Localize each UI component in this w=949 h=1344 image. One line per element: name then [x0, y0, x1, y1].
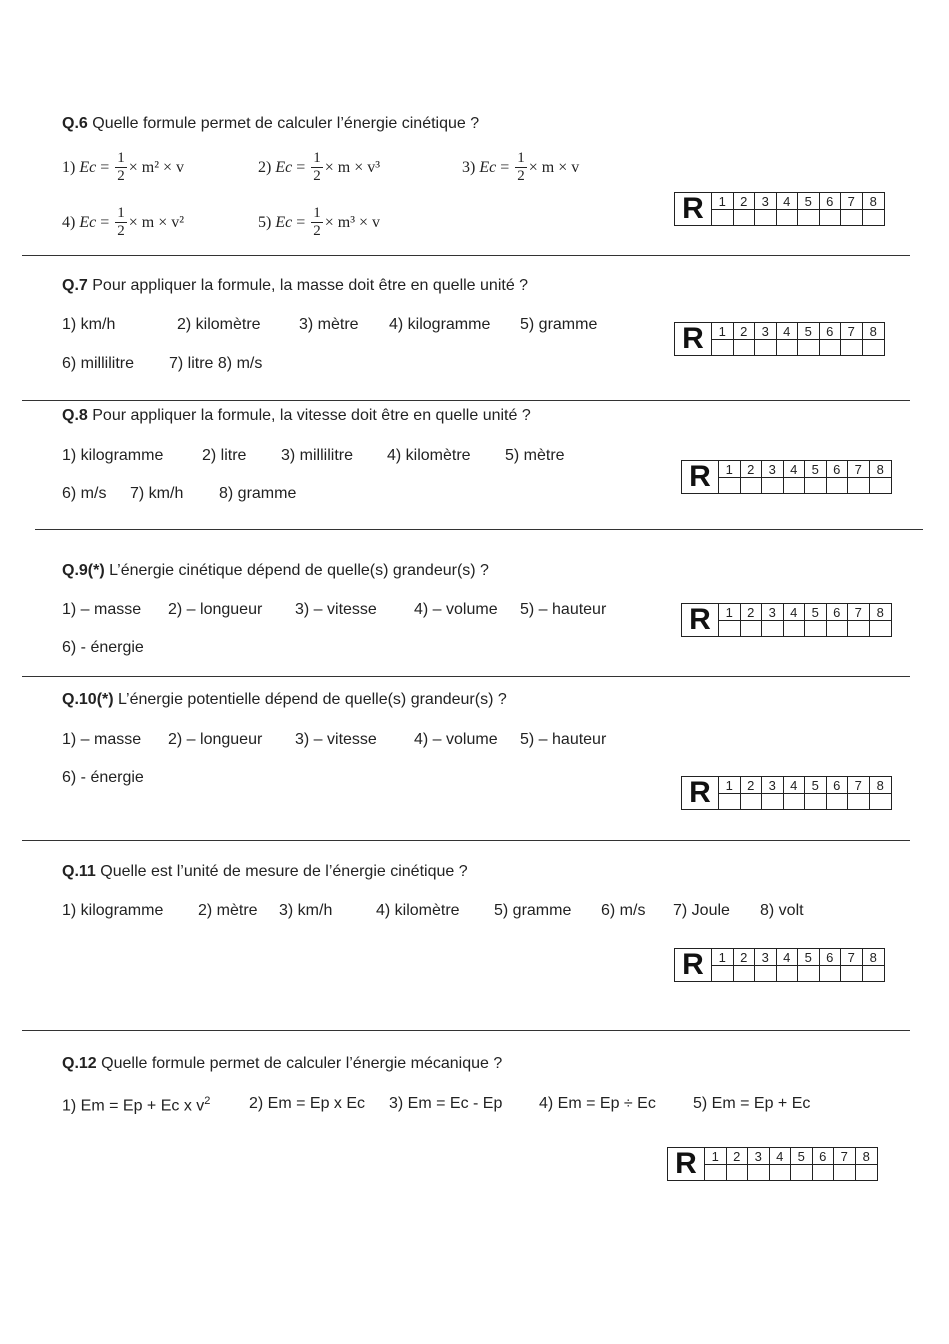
answer-letter: R: [689, 460, 711, 493]
fraction-numerator: 1: [517, 150, 525, 166]
answer-cell[interactable]: [784, 478, 806, 493]
answer-column-label: 3: [755, 323, 777, 340]
answer-column-label: 5: [805, 777, 827, 794]
q12-option-1: [62, 1095, 210, 1115]
answer-cell[interactable]: [813, 1165, 835, 1180]
answer-column-label: 7: [848, 604, 870, 621]
divider: [22, 676, 910, 677]
answer-cell[interactable]: [741, 794, 763, 809]
answer-column-label: 5: [791, 1148, 813, 1165]
answer-column-label: 7: [841, 949, 863, 966]
answer-cell[interactable]: [705, 1165, 727, 1180]
q8-option-2: 2) litre: [202, 447, 247, 464]
answer-column-label: 7: [848, 461, 870, 478]
q12-option-1-text: 1) Em = Ep + Ec x v: [62, 1097, 205, 1115]
q12-option-3: 3) Em = Ec - Ep: [389, 1095, 503, 1112]
answer-cell[interactable]: [798, 340, 820, 355]
answer-cell[interactable]: [870, 478, 892, 493]
answer-cell[interactable]: [863, 340, 885, 355]
q11-option-2: 2) mètre: [198, 902, 258, 919]
answer-column-label: 4: [784, 461, 806, 478]
divider: [22, 255, 910, 256]
q7-option-3: 3) mètre: [299, 316, 359, 333]
fraction-denominator: 2: [517, 168, 525, 184]
answer-column-label: 4: [777, 949, 799, 966]
q7-number: Q.7: [62, 277, 88, 294]
fraction-denominator: 2: [313, 168, 321, 184]
answer-cell[interactable]: [848, 794, 870, 809]
answer-column-label: 5: [798, 949, 820, 966]
q6-option-2-number: 2): [258, 158, 272, 176]
answer-column-label: 3: [762, 461, 784, 478]
answer-cell[interactable]: [762, 794, 784, 809]
q8-option-6: 6) m/s: [62, 485, 107, 502]
answer-cell[interactable]: [827, 621, 849, 636]
answer-cell[interactable]: [870, 794, 892, 809]
answer-column-label: 2: [734, 949, 756, 966]
q9-option-1: 1) – masse: [62, 601, 142, 618]
q6-option-4-rhs: × m × v²: [128, 213, 185, 231]
fraction-numerator: 1: [117, 150, 125, 166]
q6-option-1-number: 1): [62, 158, 76, 176]
answer-column-label: 1: [712, 193, 734, 210]
q10-option-2: 2) – longueur: [168, 731, 263, 748]
answer-cell[interactable]: [777, 340, 799, 355]
answer-cell[interactable]: [805, 794, 827, 809]
q6-option-4-lhs: Ec: [79, 213, 97, 231]
q12-option-5: 5) Em = Ep + Ec: [693, 1095, 811, 1112]
answer-grid: [711, 949, 884, 981]
fraction-numerator: 1: [313, 150, 321, 166]
answer-cell[interactable]: [719, 621, 741, 636]
answer-column-label: 3: [748, 1148, 770, 1165]
fraction-numerator: 1: [117, 205, 125, 221]
q10-option-5: 5) – hauteur: [520, 731, 607, 748]
q12-option-1-exponent: 2: [204, 1095, 211, 1107]
answer-column-label: 1: [712, 949, 734, 966]
answer-cell[interactable]: [848, 478, 870, 493]
q11-option-7: 7) Joule: [673, 902, 730, 919]
answer-letter: R: [689, 776, 711, 809]
answer-column-label: 2: [727, 1148, 749, 1165]
q9-answer-box[interactable]: [681, 603, 892, 637]
answer-column-label: 8: [870, 604, 892, 621]
q11-text: Quelle est l’unité de mesure de l’énergie cinétique ?: [100, 863, 468, 880]
q6-option-2-lhs: Ec: [275, 158, 293, 176]
q11-number: Q.11: [62, 863, 96, 880]
answer-cell[interactable]: [784, 794, 806, 809]
answer-column-label: 1: [719, 461, 741, 478]
q8-option-4: 4) kilomètre: [387, 447, 471, 464]
q9-text: L’énergie cinétique dépend de quelle(s) grandeur(s) ?: [109, 562, 489, 579]
q7-text: Pour appliquer la formule, la masse doit être en quelle unité ?: [92, 277, 529, 294]
q6-option-1-rhs: × m² × v: [128, 158, 185, 176]
q8-option-8: 8) gramme: [219, 485, 297, 502]
q7-option-4: 4) kilogramme: [389, 316, 491, 333]
q11-option-6: 6) m/s: [601, 902, 646, 919]
q6-option-5-number: 5): [258, 213, 272, 231]
q12-option-4: 4) Em = Ep ÷ Ec: [539, 1095, 656, 1112]
answer-column-label: 8: [863, 323, 885, 340]
answer-grid: [704, 1148, 877, 1180]
q7-option-1: 1) km/h: [62, 316, 116, 333]
answer-letter: R: [682, 948, 704, 981]
answer-cell[interactable]: [712, 210, 734, 225]
answer-column-label: 3: [755, 193, 777, 210]
q8-option-3: 3) millilitre: [281, 447, 353, 464]
answer-column-label: 4: [770, 1148, 792, 1165]
answer-column-label: 6: [827, 604, 849, 621]
q10-option-4: 4) – volume: [414, 731, 498, 748]
q12-option-2: 2) Em = Ep x Ec: [249, 1095, 366, 1112]
answer-cell[interactable]: [734, 340, 756, 355]
answer-column-label: 4: [777, 323, 799, 340]
q11-title: [62, 863, 468, 881]
answer-column-label: 5: [798, 323, 820, 340]
q6-option-5-rhs: × m³ × v: [324, 213, 381, 231]
answer-cell[interactable]: [841, 340, 863, 355]
divider: [35, 529, 923, 530]
q6-option-5: 5) Ec = $\frac{1}{2}$ × m³ × v: [258, 205, 381, 239]
q11-option-8: 8) volt: [760, 902, 804, 919]
answer-cell[interactable]: [798, 210, 820, 225]
answer-cell[interactable]: [827, 478, 849, 493]
answer-column-label: 7: [841, 323, 863, 340]
answer-grid: [718, 604, 891, 636]
divider: [22, 1030, 910, 1031]
answer-cell[interactable]: [863, 210, 885, 225]
answer-cell[interactable]: [712, 966, 734, 981]
q11-option-3: 3) km/h: [279, 902, 333, 919]
answer-cell[interactable]: [719, 794, 741, 809]
q6-option-5-lhs: Ec: [275, 213, 293, 231]
answer-column-label: 4: [777, 193, 799, 210]
q10-answer-box[interactable]: [681, 776, 892, 810]
q6-answer-box[interactable]: [674, 192, 885, 226]
answer-cell[interactable]: [841, 210, 863, 225]
answer-cell[interactable]: [777, 966, 799, 981]
q6-option-2: 2) Ec = $\frac{1}{2}$ × m × v³: [258, 150, 381, 184]
answer-cell[interactable]: [748, 1165, 770, 1180]
answer-grid: [711, 193, 884, 225]
answer-column-label: 8: [870, 777, 892, 794]
q12-number: Q.12: [62, 1055, 97, 1072]
answer-cell[interactable]: [755, 966, 777, 981]
fraction-denominator: 2: [117, 168, 125, 184]
answer-cell[interactable]: [755, 210, 777, 225]
answer-column-label: 6: [820, 193, 842, 210]
answer-cell[interactable]: [791, 1165, 813, 1180]
answer-column-label: 3: [755, 949, 777, 966]
answer-cell[interactable]: [805, 478, 827, 493]
q6-option-3-number: 3): [462, 158, 476, 176]
q10-option-1: 1) – masse: [62, 731, 142, 748]
answer-cell[interactable]: [762, 621, 784, 636]
answer-cell[interactable]: [834, 1165, 856, 1180]
answer-cell[interactable]: [820, 340, 842, 355]
answer-column-label: 5: [798, 193, 820, 210]
q7-option-6: 6) millilitre: [62, 355, 134, 372]
answer-cell[interactable]: [762, 478, 784, 493]
answer-column-label: 2: [741, 604, 763, 621]
answer-letter: R: [675, 1147, 697, 1180]
answer-cell[interactable]: [805, 621, 827, 636]
answer-cell[interactable]: [856, 1165, 878, 1180]
answer-cell[interactable]: [734, 966, 756, 981]
answer-column-label: 7: [841, 193, 863, 210]
q6-option-4: 4) Ec = $\frac{1}{2}$ × m × v²: [62, 205, 185, 239]
q8-answer-box[interactable]: [681, 460, 892, 494]
answer-column-label: 6: [827, 777, 849, 794]
q11-option-1: 1) kilogramme: [62, 902, 164, 919]
q6-title: [62, 115, 479, 133]
q6-option-5-fraction: [311, 205, 323, 240]
q10-option-6: 6) - énergie: [62, 769, 144, 786]
q8-number: Q.8: [62, 407, 88, 424]
answer-cell[interactable]: [848, 621, 870, 636]
answer-cell[interactable]: [734, 210, 756, 225]
answer-column-label: 6: [820, 949, 842, 966]
q12-title: [62, 1055, 502, 1073]
answer-column-label: 2: [734, 323, 756, 340]
answer-cell[interactable]: [820, 210, 842, 225]
q7-option-7-8: 7) litre 8) m/s: [169, 355, 263, 372]
q6-option-3-fraction: [515, 150, 527, 185]
answer-cell[interactable]: [863, 966, 885, 981]
q8-title: [62, 407, 531, 425]
q10-number: Q.10(*): [62, 691, 114, 708]
q9-option-3: 3) – vitesse: [295, 601, 377, 618]
q6-option-1: 1) Ec = $\frac{1}{2}$ × m² × v: [62, 150, 185, 184]
fraction-denominator: 2: [313, 223, 321, 239]
answer-column-label: 7: [848, 777, 870, 794]
answer-grid: [718, 461, 891, 493]
answer-cell[interactable]: [841, 966, 863, 981]
answer-column-label: 3: [762, 604, 784, 621]
q11-option-5: 5) gramme: [494, 902, 572, 919]
answer-cell[interactable]: [741, 621, 763, 636]
q9-number: Q.9(*): [62, 562, 105, 579]
answer-letter: R: [682, 192, 704, 225]
q6-option-2-fraction: [311, 150, 323, 185]
q11-option-4: 4) kilomètre: [376, 902, 460, 919]
answer-cell[interactable]: [784, 621, 806, 636]
answer-column-label: 2: [741, 461, 763, 478]
answer-column-label: 6: [820, 323, 842, 340]
q6-option-2-rhs: × m × v³: [324, 158, 381, 176]
answer-column-label: 8: [856, 1148, 878, 1165]
answer-cell[interactable]: [798, 966, 820, 981]
divider: [22, 840, 910, 841]
answer-cell[interactable]: [827, 794, 849, 809]
q9-option-4: 4) – volume: [414, 601, 498, 618]
answer-column-label: 1: [719, 777, 741, 794]
q6-option-3-lhs: Ec: [479, 158, 497, 176]
answer-column-label: 8: [863, 193, 885, 210]
answer-grid: [711, 323, 884, 355]
answer-column-label: 8: [863, 949, 885, 966]
q9-option-2: 2) – longueur: [168, 601, 263, 618]
q9-title: [62, 562, 489, 580]
q7-option-2: 2) kilomètre: [177, 316, 261, 333]
q6-number: Q.6: [62, 115, 88, 132]
answer-letter: R: [682, 322, 704, 355]
divider: [22, 400, 910, 401]
answer-cell[interactable]: [770, 1165, 792, 1180]
q10-text: L’énergie potentielle dépend de quelle(s) grandeur(s) ?: [118, 691, 507, 708]
q7-option-5: 5) gramme: [520, 316, 598, 333]
q8-option-5: 5) mètre: [505, 447, 565, 464]
q10-title: [62, 691, 507, 709]
answer-column-label: 1: [719, 604, 741, 621]
answer-column-label: 4: [784, 777, 806, 794]
q6-option-1-lhs: Ec: [79, 158, 97, 176]
answer-cell[interactable]: [755, 340, 777, 355]
answer-column-label: 6: [827, 461, 849, 478]
answer-cell[interactable]: [777, 210, 799, 225]
fraction-denominator: 2: [117, 223, 125, 239]
answer-cell[interactable]: [741, 478, 763, 493]
answer-column-label: 2: [734, 193, 756, 210]
answer-column-label: 8: [870, 461, 892, 478]
answer-cell[interactable]: [870, 621, 892, 636]
q11-answer-box[interactable]: [674, 948, 885, 982]
q9-option-6: 6) - énergie: [62, 639, 144, 656]
fraction-numerator: 1: [313, 205, 321, 221]
q6-option-3: 3) Ec = $\frac{1}{2}$ × m × v: [462, 150, 580, 184]
answer-column-label: 6: [813, 1148, 835, 1165]
answer-column-label: 5: [805, 461, 827, 478]
q6-option-4-number: 4): [62, 213, 76, 231]
q8-option-7: 7) km/h: [130, 485, 184, 502]
q12-text: Quelle formule permet de calculer l’énergie mécanique ?: [101, 1055, 503, 1072]
q6-option-4-fraction: [115, 205, 127, 240]
q8-option-1: 1) kilogramme: [62, 447, 164, 464]
q6-option-1-fraction: [115, 150, 127, 185]
answer-letter: R: [689, 603, 711, 636]
q7-title: [62, 277, 528, 295]
answer-column-label: 5: [805, 604, 827, 621]
q7-answer-box[interactable]: [674, 322, 885, 356]
answer-column-label: 2: [741, 777, 763, 794]
q8-text: Pour appliquer la formule, la vitesse doit être en quelle unité ?: [92, 407, 531, 424]
answer-column-label: 1: [712, 323, 734, 340]
answer-column-label: 1: [705, 1148, 727, 1165]
q9-option-5: 5) – hauteur: [520, 601, 607, 618]
q12-answer-box[interactable]: [667, 1147, 878, 1181]
answer-cell[interactable]: [712, 340, 734, 355]
answer-cell[interactable]: [727, 1165, 749, 1180]
q6-option-3-rhs: × m × v: [528, 158, 580, 176]
answer-cell[interactable]: [719, 478, 741, 493]
q6-text: Quelle formule permet de calculer l’énergie cinétique ?: [92, 115, 480, 132]
q10-option-3: 3) – vitesse: [295, 731, 377, 748]
answer-cell[interactable]: [820, 966, 842, 981]
answer-column-label: 3: [762, 777, 784, 794]
answer-column-label: 7: [834, 1148, 856, 1165]
answer-grid: [718, 777, 891, 809]
answer-column-label: 4: [784, 604, 806, 621]
